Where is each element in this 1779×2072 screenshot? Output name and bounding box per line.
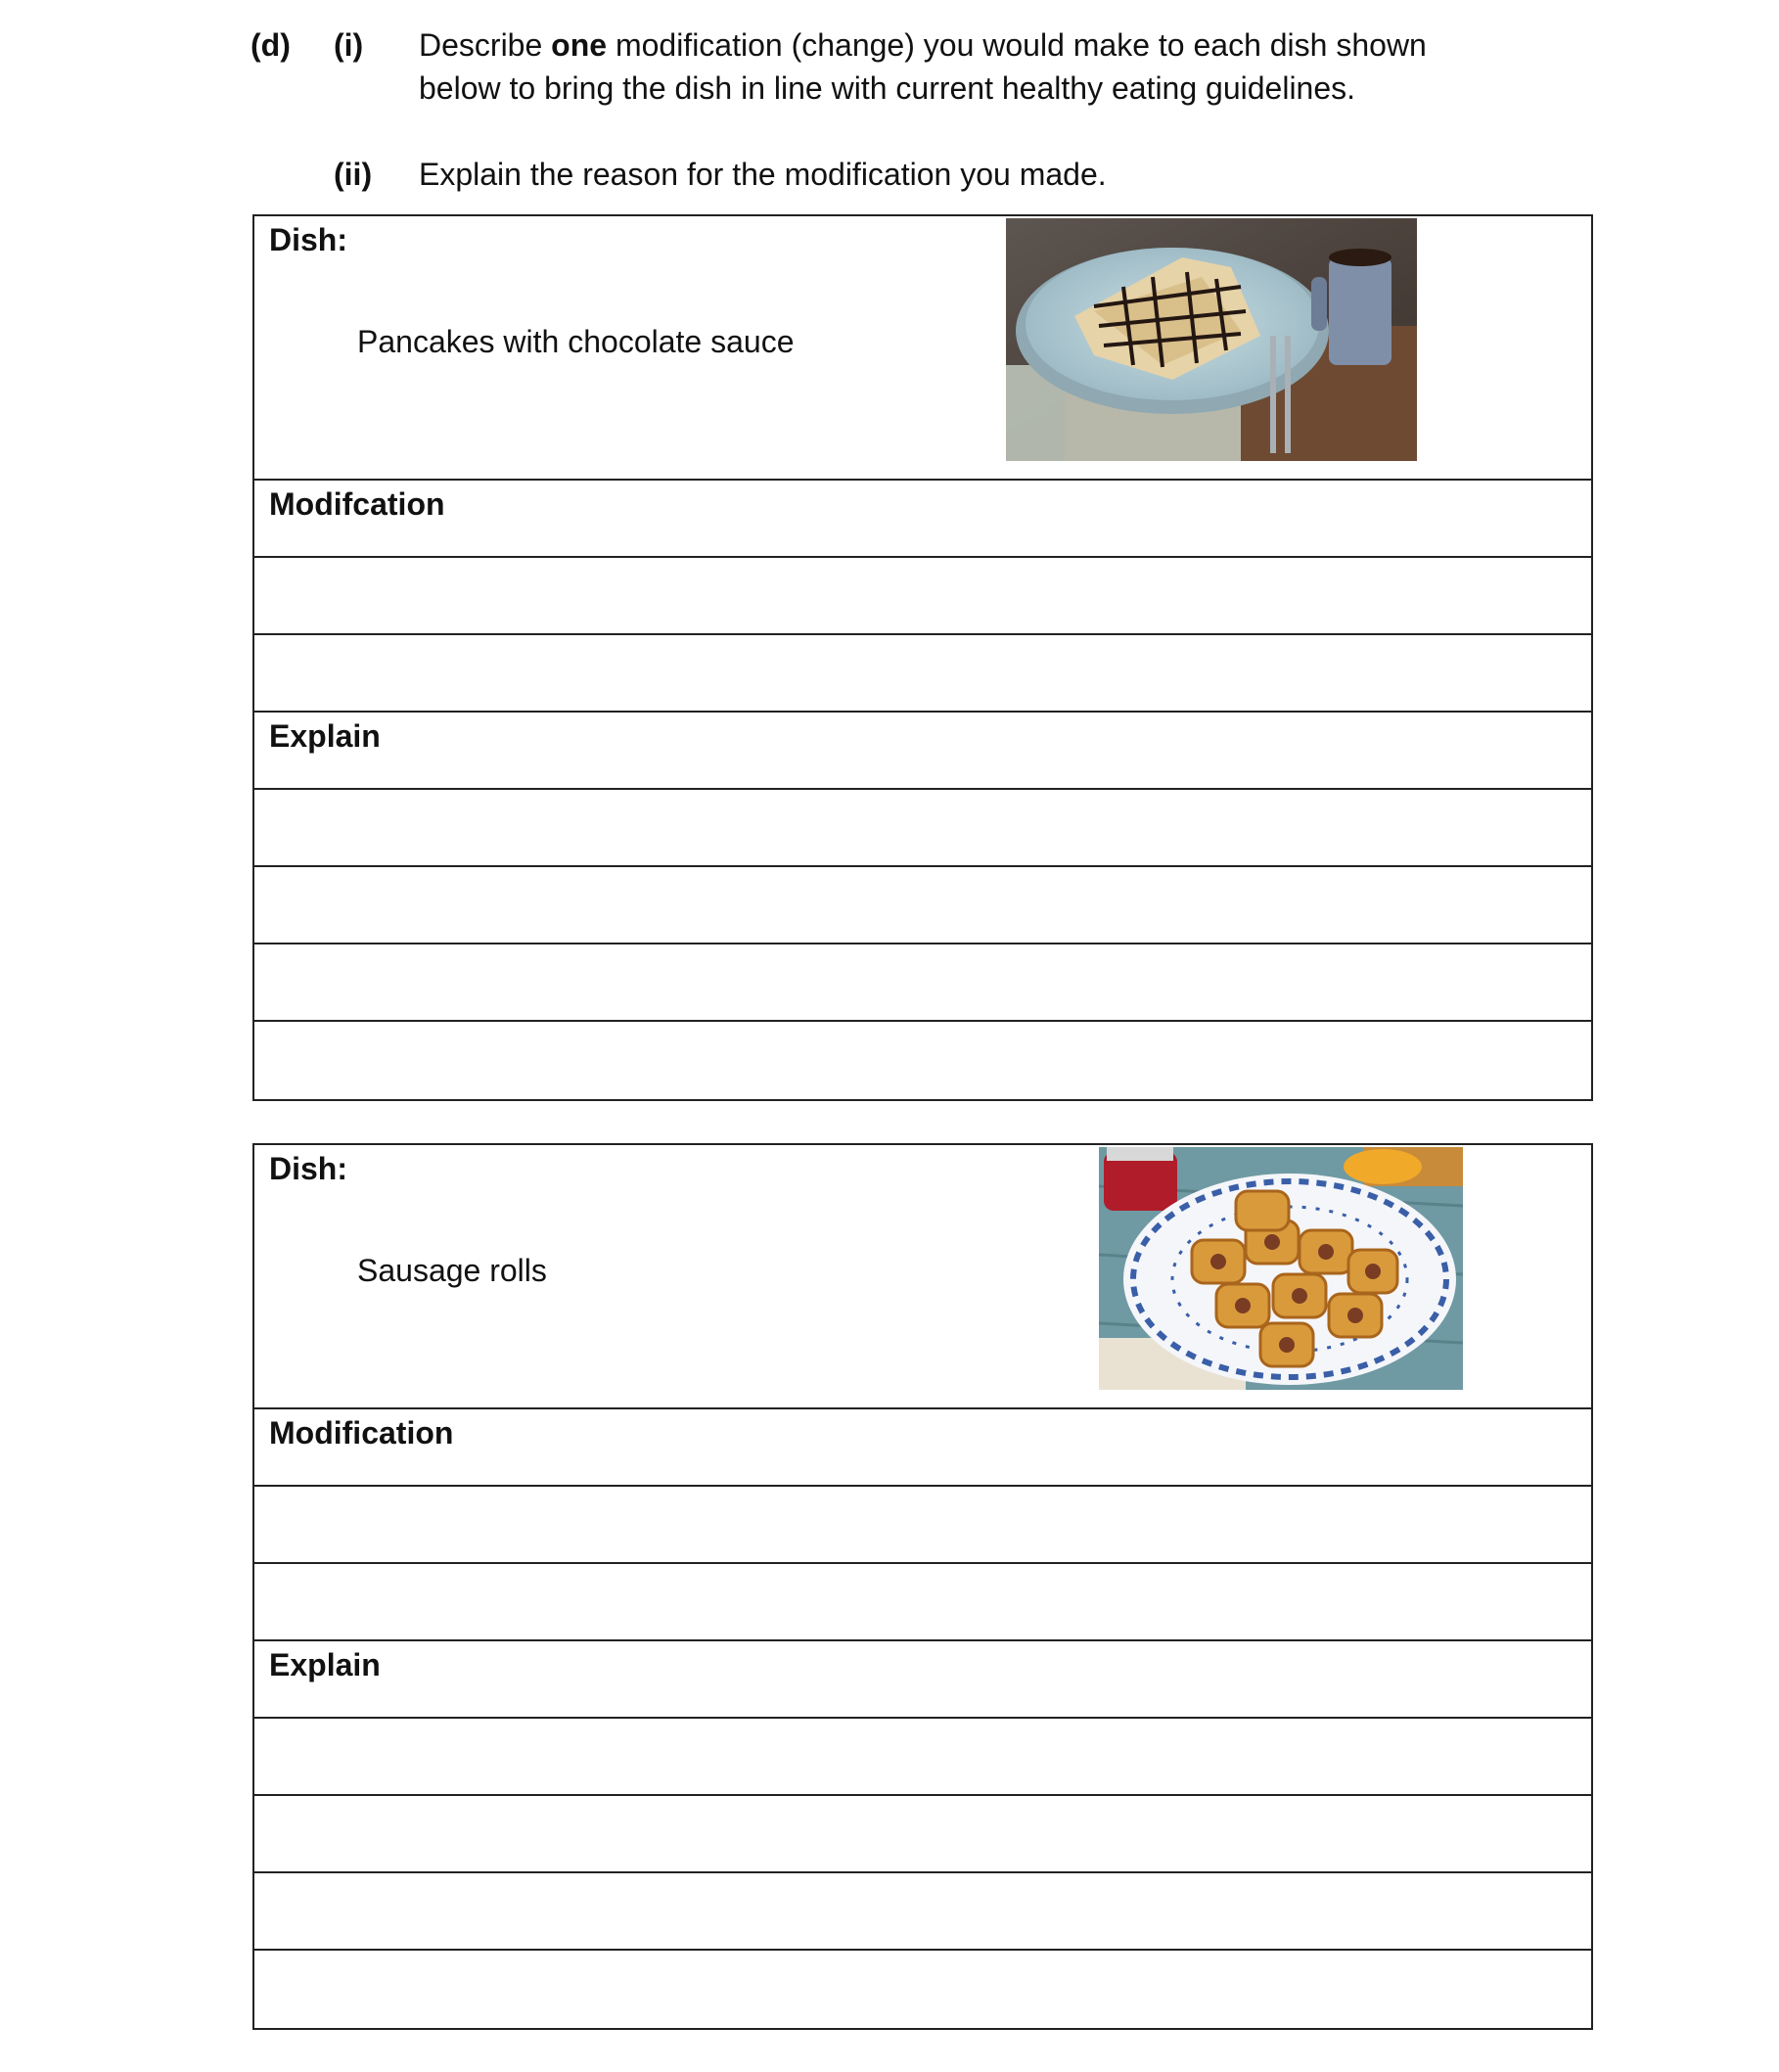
dish-row [254, 1145, 1591, 1409]
dish-label: Dish: [269, 222, 347, 257]
dish-label: Dish: [269, 1151, 347, 1186]
explain-answer-line[interactable] [254, 790, 1591, 867]
sub-i-text [419, 23, 1427, 67]
explain-answer-line[interactable] [254, 1796, 1591, 1873]
modification-label-row [254, 1409, 1591, 1487]
answer-table-sausage-rolls [252, 1143, 1593, 2030]
pancakes-photo-icon [1006, 218, 1417, 461]
sub-i-text-post: modification (change) you would make to each dish shown [607, 27, 1427, 63]
dish-row [254, 216, 1591, 481]
dish-name: Sausage rolls [357, 1253, 547, 1288]
sub-i-text-bold: one [551, 27, 608, 63]
explain-label: Explain [269, 718, 381, 754]
dish-name: Pancakes with chocolate sauce [357, 324, 795, 359]
sub-i-label: (i) [334, 27, 364, 63]
modification-answer-line[interactable] [254, 635, 1591, 713]
sub-ii-label: (ii) [334, 157, 373, 192]
modification-answer-line[interactable] [254, 1487, 1591, 1564]
explain-label-row [254, 1641, 1591, 1719]
explain-answer-line[interactable] [254, 1022, 1591, 1099]
answer-table-pancakes [252, 214, 1593, 1101]
modification-label: Modification [269, 1415, 454, 1450]
sub-i-text-pre: Describe [419, 27, 552, 63]
modification-label-row [254, 481, 1591, 558]
explain-answer-line[interactable] [254, 1951, 1591, 2028]
explain-label-row [254, 713, 1591, 790]
explain-answer-line[interactable] [254, 867, 1591, 944]
explain-answer-line[interactable] [254, 1873, 1591, 1951]
sub-ii-text: Explain the reason for the modification you made. [419, 157, 1107, 192]
modification-answer-line[interactable] [254, 1564, 1591, 1641]
explain-answer-line[interactable] [254, 944, 1591, 1022]
explain-answer-line[interactable] [254, 1719, 1591, 1796]
modification-answer-line[interactable] [254, 558, 1591, 635]
sausage-rolls-photo-icon [1099, 1147, 1463, 1390]
part-label: (d) [251, 27, 291, 63]
sub-i-text-line2: below to bring the dish in line with current healthy eating guidelines. [419, 70, 1356, 106]
modification-label: Modifcation [269, 486, 445, 522]
explain-label: Explain [269, 1647, 381, 1682]
